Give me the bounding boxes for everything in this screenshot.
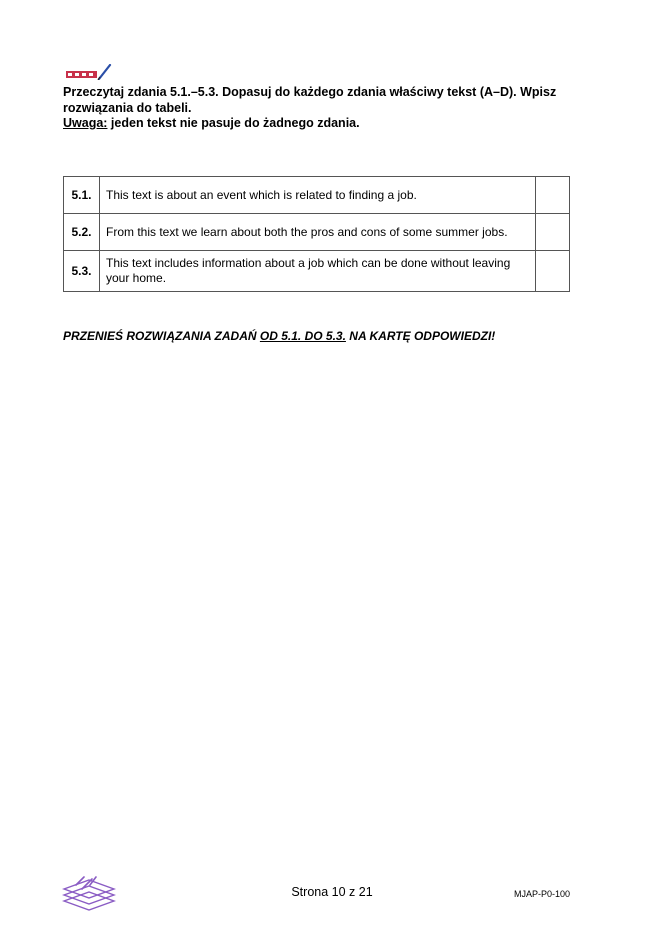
- uwaga-note: [63, 116, 583, 132]
- answer-cell[interactable]: [536, 214, 570, 251]
- transfer-text-1: PRZENIEŚ ROZWIĄZANIA ZADAŃ: [63, 329, 260, 343]
- table-row: [64, 214, 570, 251]
- row-statement: This text is about an event which is related to finding a job.: [100, 177, 536, 214]
- answer-cell[interactable]: [536, 177, 570, 214]
- answer-cell[interactable]: [536, 251, 570, 292]
- row-number: 5.1.: [64, 177, 100, 214]
- task-instructions: [63, 85, 583, 132]
- instructions-line-2: rozwiązania do tabeli.: [63, 100, 192, 115]
- row-statement: From this text we learn about both the pros and cons of some summer jobs.: [100, 214, 536, 251]
- uwaga-label: Uwaga:: [63, 116, 108, 130]
- transfer-range: OD 5.1. DO 5.3.: [259, 329, 346, 343]
- page-number: Strona 10 z 21: [291, 885, 373, 899]
- instructions-line-1: Przeczytaj zdania 5.1.–5.3. Dopasuj do każdego zdania właściwy tekst (A–D). Wpisz: [63, 85, 557, 99]
- uwaga-text: jeden tekst nie pasuje do żadnego zdania.: [107, 116, 360, 130]
- writing-task-icon: [66, 64, 112, 80]
- table-row: [64, 177, 570, 214]
- exam-code: MJAP-P0-100: [513, 889, 570, 899]
- row-number: 5.2.: [64, 214, 100, 251]
- transfer-instruction: [63, 329, 495, 343]
- table-row: [64, 251, 570, 292]
- answer-table: [63, 176, 570, 292]
- row-statement: This text includes information about a job which can be done without leaving your home.: [100, 251, 536, 292]
- transfer-text-2: NA KARTĘ ODPOWIEDZI!: [345, 329, 496, 343]
- row-number: 5.3.: [64, 251, 100, 292]
